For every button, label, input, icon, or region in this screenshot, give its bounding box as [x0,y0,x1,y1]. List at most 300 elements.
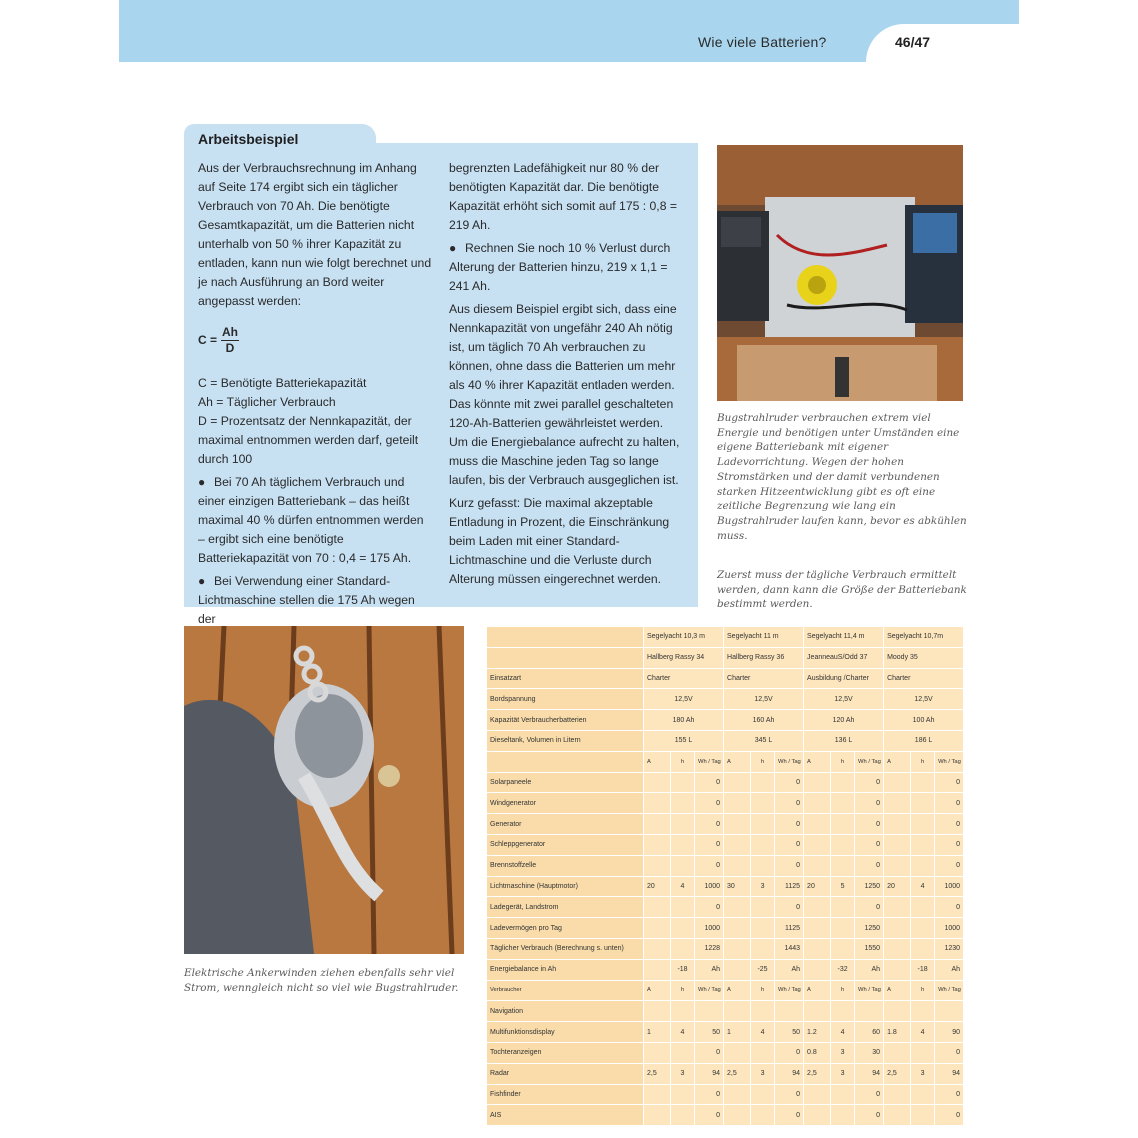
table-cell: 94 [775,1063,804,1084]
table-cell: 2,5 [884,1063,911,1084]
table-cell: 3 [751,876,775,897]
table-cell [671,814,695,835]
table-cell: 0 [775,1084,804,1105]
table-cell [804,1105,831,1126]
consumption-caption: Zuerst muss der tägliche Verbrauch ermittelt werden, dann kann die Größe der Batteriebank bestimmt werden. [717,569,967,611]
table-cell [724,897,751,918]
example-paragraph: begrenzten Ladefähigkeit nur 80 % der benötigten Kapazität dar. Die benötigte Kapazität erhöht sich somit auf 175 : 0,8 = 219 Ah. [449,161,677,232]
table-row [487,897,964,918]
table-cell [724,814,751,835]
table-cell: 2,5 [724,1063,751,1084]
table-row [487,959,964,980]
table-cell: 0 [695,772,724,793]
table-row [487,1001,964,1022]
table-cell: 0 [695,1042,724,1063]
table-cell [831,938,855,959]
header-page-tab [866,24,1019,62]
table-cell [804,1084,831,1105]
table-cell: 30 [855,1042,884,1063]
table-cell [671,793,695,814]
example-paragraph: Kurz gefasst: Die maximal akzeptable Entladung in Prozent, die Einschränkung beim Laden mit einer Standard-Lichtmaschine und die Verluste durch Alterung müssen eingerechnet werden. [449,496,670,586]
table-cell [804,772,831,793]
unit-header-h: h [671,751,695,772]
table-row [487,876,964,897]
table-cell: 0 [695,855,724,876]
table-cell: 12,5V [884,689,964,710]
table-cell [911,1001,935,1022]
table-cell: 2,5 [804,1063,831,1084]
table-cell [935,1001,964,1022]
table-cell [831,1084,855,1105]
table-cell [751,814,775,835]
table-cell: 1230 [935,938,964,959]
table-cell [884,918,911,939]
table-cell [804,814,831,835]
table-cell: 0 [775,1042,804,1063]
table-cell: 0 [855,834,884,855]
unit-header-a: A [884,980,911,1001]
anchor-winch-photo [184,626,464,954]
table-cell: 20 [804,876,831,897]
row-label: Solarpaneele [487,772,644,793]
table-cell: Ausbildung /Charter [804,668,884,689]
table-cell [831,772,855,793]
row-label [487,627,644,648]
table-cell: 1.8 [884,1022,911,1043]
battery-compartment-photo [717,145,963,401]
table-cell [911,918,935,939]
table-cell: 1125 [775,876,804,897]
table-cell: 0 [855,814,884,835]
table-cell [644,1084,671,1105]
bullet-text: Bei 70 Ah täglichem Verbrauch und einer einzigen Batteriebank – das heißt maximal 40 % dürfen entnommen werden – ergibt sich eine benötigte Batteriekapazität von 70 : 0,4 = 175 Ah. [198,475,424,565]
table-cell [831,1001,855,1022]
table-cell [911,772,935,793]
table-cell: 1550 [855,938,884,959]
table-cell [884,834,911,855]
chapter-title: Wie viele Batterien? [698,34,827,50]
table-cell [751,1105,775,1126]
table-cell: 1.2 [804,1022,831,1043]
bullet-text: Bei Verwendung einer Standard-Lichtmaschine stellen die 175 Ah wegen der [198,574,415,626]
table-cell: 100 Ah [884,710,964,731]
table-cell: Charter [884,668,964,689]
table-row [487,751,964,772]
table-cell: 180 Ah [644,710,724,731]
unit-header-a: A [804,751,831,772]
table-cell: 0 [935,897,964,918]
table-cell [884,938,911,959]
row-label: Navigation [487,1001,644,1022]
table-cell [724,1084,751,1105]
table-cell [751,793,775,814]
table-cell [804,918,831,939]
row-label: Multifunktionsdisplay [487,1022,644,1043]
table-row [487,1105,964,1126]
table-cell: 12,5V [804,689,884,710]
table-cell [831,897,855,918]
table-cell [884,897,911,918]
table-cell: 1000 [935,918,964,939]
table-cell [775,1001,804,1022]
table-cell [884,855,911,876]
table-row [487,814,964,835]
table-cell: 0 [935,793,964,814]
table-cell: Ah [855,959,884,980]
table-cell [804,959,831,980]
table-cell: 0 [775,772,804,793]
table-cell: 0 [855,1084,884,1105]
formula-numerator: Ah [222,325,239,339]
table-cell: Hallberg Rassy 36 [724,647,804,668]
table-cell [751,1084,775,1105]
table-cell [911,1084,935,1105]
table-cell: 0 [695,814,724,835]
table-cell [911,1042,935,1063]
bullet-item [449,239,681,296]
table-cell [751,1042,775,1063]
row-label-empty [487,751,644,772]
table-cell [644,918,671,939]
table-cell [644,959,671,980]
table-cell [671,897,695,918]
table-cell [644,855,671,876]
table-cell [831,855,855,876]
table-cell: 1250 [855,876,884,897]
table-cell [884,1001,911,1022]
table-cell: 0 [775,855,804,876]
table-cell: 20 [884,876,911,897]
table-cell: -18 [671,959,695,980]
table-cell: 0 [695,1105,724,1126]
table-cell [804,897,831,918]
table-cell [751,772,775,793]
table-cell: 3 [911,1063,935,1084]
table-cell: 90 [935,1022,964,1043]
table-cell [831,918,855,939]
table-cell [644,793,671,814]
table-cell [911,1105,935,1126]
table-cell [831,814,855,835]
table-cell: Ah [775,959,804,980]
table-cell: 50 [695,1022,724,1043]
unit-header-a: A [724,980,751,1001]
row-label: Energiebalance in Ah [487,959,644,980]
table-cell: Segelyacht 11,4 m [804,627,884,648]
table-cell: 1 [724,1022,751,1043]
row-label: AIS [487,1105,644,1126]
unit-header-h: h [831,751,855,772]
bullet-text: Rechnen Sie noch 10 % Verlust durch Alterung der Batterien hinzu, 219 x 1,1 = 241 Ah. [449,241,671,293]
table-cell [804,1001,831,1022]
bullet-icon: ● [449,241,457,255]
table-cell [831,834,855,855]
table-cell [911,834,935,855]
example-paragraph: Aus diesem Beispiel ergibt sich, dass eine Nennkapazität von ungefähr 240 Ah nötig ist, um täglich 70 Ah verbrauchen zu können, ohne dass die Batterien um mehr als 40 % ihrer Kapazität entladen werden. Das könnte mit zwei parallel geschalteten 120-Ah-Batterien gewährleistet werden. Um die Energiebalance aufrecht zu halten, muss die Maschine jeden Tag so lange laufen, bis der Verbrauch ausgeglichen ist. [449,302,680,487]
row-label [487,647,644,668]
table-cell: 0 [775,814,804,835]
table-cell [644,938,671,959]
unit-header-wh: Wh / Tag [855,751,884,772]
table-cell: -18 [911,959,935,980]
table-cell: 94 [935,1063,964,1084]
table-cell: Moody 35 [884,647,964,668]
row-label: Lichtmaschine (Hauptmotor) [487,876,644,897]
table-cell [724,938,751,959]
table-cell: 0 [775,1105,804,1126]
unit-header-wh: Wh / Tag [695,751,724,772]
table-cell: 155 L [644,730,724,751]
table-cell: 94 [855,1063,884,1084]
table-cell: Ah [935,959,964,980]
table-cell [671,855,695,876]
table-cell [724,855,751,876]
unit-header-wh: Wh / Tag [775,980,804,1001]
table-cell [644,1105,671,1126]
table-cell [831,1105,855,1126]
table-cell: 0 [855,897,884,918]
table-cell [751,897,775,918]
table-cell: 94 [695,1063,724,1084]
unit-header-h: h [671,980,695,1001]
table-cell: 345 L [724,730,804,751]
table-cell: 0 [855,793,884,814]
table-row [487,647,964,668]
row-label: Verbraucher [487,980,644,1001]
table-cell: 1 [644,1022,671,1043]
unit-header-wh: Wh / Tag [695,980,724,1001]
example-box-title: Arbeitsbeispiel [198,131,299,147]
table-cell: 1443 [775,938,804,959]
table-cell: 4 [831,1022,855,1043]
table-cell: 0.8 [804,1042,831,1063]
table-cell: 0 [935,855,964,876]
table-cell: 0 [935,772,964,793]
table-row [487,938,964,959]
table-row [487,668,964,689]
unit-header-a: A [644,980,671,1001]
table-row [487,980,964,1001]
table-cell: 4 [671,1022,695,1043]
row-label: Schleppgenerator [487,834,644,855]
table-cell [804,855,831,876]
row-label: Dieseltank, Volumen in Litern [487,730,644,751]
table-cell [751,855,775,876]
table-cell [884,772,911,793]
table-cell: 0 [935,834,964,855]
bullet-item [198,572,433,629]
table-cell [671,1105,695,1126]
table-cell [751,834,775,855]
table-cell: -25 [751,959,775,980]
unit-header-a: A [804,980,831,1001]
table-cell [695,1001,724,1022]
table-cell: 186 L [884,730,964,751]
table-cell [644,897,671,918]
table-cell [671,918,695,939]
table-cell: Ah [695,959,724,980]
table-cell: 0 [935,1105,964,1126]
table-cell: 1250 [855,918,884,939]
row-label: Ladegerät, Landstrom [487,897,644,918]
table-cell [644,772,671,793]
capacity-formula [198,325,433,356]
table-cell [884,814,911,835]
table-cell: 4 [671,876,695,897]
row-label: Brennstoffzelle [487,855,644,876]
table-cell [644,834,671,855]
bullet-icon: ● [198,574,206,588]
table-cell: 4 [751,1022,775,1043]
battery-caption: Bugstrahlruder verbrauchen extrem viel Energie und benötigen unter Umständen eine eigene Batteriebank mit eigener Ladevorrichtung. Wegen der hohen Stromstärken und der damit verbundenen starken Hitzeentwicklung gibt es oft eine zeitliche Begrenzung wie lang ein Bugstrahlruder laufen kann, bevor es abkühlen muss. [717,412,967,542]
table-cell [804,938,831,959]
table-cell [724,793,751,814]
table-cell: Segelyacht 11 m [724,627,804,648]
table-cell: 4 [911,876,935,897]
unit-header-a: A [644,751,671,772]
table-cell [831,793,855,814]
table-row [487,855,964,876]
example-column-1 [198,159,433,633]
row-label: Tochteranzeigen [487,1042,644,1063]
table-cell: 3 [831,1063,855,1084]
table-cell: 136 L [804,730,884,751]
table-row [487,1022,964,1043]
table-cell: 12,5V [644,689,724,710]
definition-c: C = Benötigte Batteriekapazität [198,376,367,390]
table-cell [724,918,751,939]
table-cell [751,918,775,939]
table-cell: 120 Ah [804,710,884,731]
table-row [487,1063,964,1084]
table-cell [884,793,911,814]
table-cell [911,814,935,835]
table-cell: 0 [695,834,724,855]
bullet-item [198,473,433,568]
table-cell [671,772,695,793]
definition-ah: Ah = Täglicher Verbrauch [198,395,336,409]
formula-fraction [221,325,239,356]
row-label: Ladevermögen pro Tag [487,918,644,939]
row-label: Täglicher Verbrauch (Berechnung s. unten) [487,938,644,959]
table-cell: 0 [695,897,724,918]
bullet-icon: ● [198,475,206,489]
example-paragraph: Aus der Verbrauchsrechnung im Anhang auf Seite 174 ergibt sich ein täglicher Verbrauch von 70 Ah. Die benötigte Gesamtkapazität, um die Batterien nicht unterhalb von 50 % ihrer Kapazität zu entladen, kann nun wie folgt berechnet und je nach Ausführung an Bord weiter angepasst werden: [198,161,432,308]
table-row [487,1042,964,1063]
table-cell: 20 [644,876,671,897]
table-cell [644,1042,671,1063]
table-cell [911,897,935,918]
unit-header-h: h [751,751,775,772]
table-cell: Hallberg Rassy 34 [644,647,724,668]
table-cell: 0 [855,855,884,876]
table-cell [855,1001,884,1022]
row-label: Einsatzart [487,668,644,689]
table-row [487,1084,964,1105]
table-row [487,627,964,648]
table-cell [644,1001,671,1022]
example-column-2 [449,159,681,593]
table-cell: 4 [911,1022,935,1043]
table-cell: -32 [831,959,855,980]
table-cell: 3 [831,1042,855,1063]
table-row [487,689,964,710]
table-cell [671,1084,695,1105]
table-row [487,834,964,855]
table-cell: 2,5 [644,1063,671,1084]
row-label: Radar [487,1063,644,1084]
table-cell: 1000 [935,876,964,897]
unit-header-wh: Wh / Tag [775,751,804,772]
unit-header-wh: Wh / Tag [935,980,964,1001]
unit-header-wh: Wh / Tag [935,751,964,772]
table-cell: 1125 [775,918,804,939]
table-cell: 1228 [695,938,724,959]
table-row [487,730,964,751]
table-cell [911,855,935,876]
table-cell [724,772,751,793]
table-cell: Segelyacht 10,7m [884,627,964,648]
unit-header-h: h [751,980,775,1001]
table-cell: Charter [644,668,724,689]
unit-header-h: h [911,980,935,1001]
table-cell [724,1105,751,1126]
table-cell: Charter [724,668,804,689]
table-cell [671,1042,695,1063]
table-cell [751,938,775,959]
table-cell: 30 [724,876,751,897]
table-cell: 3 [671,1063,695,1084]
table-cell: 5 [831,876,855,897]
table-cell: 0 [775,897,804,918]
table-cell: 0 [695,1084,724,1105]
formula-lhs: C = [198,333,218,347]
row-label: Generator [487,814,644,835]
row-label: Fishfinder [487,1084,644,1105]
table-cell: 3 [751,1063,775,1084]
table-cell: 60 [855,1022,884,1043]
unit-header-h: h [911,751,935,772]
table-cell [644,814,671,835]
unit-header-a: A [724,751,751,772]
unit-header-wh: Wh / Tag [855,980,884,1001]
table-cell [671,1001,695,1022]
table-cell [884,1084,911,1105]
table-cell: 0 [695,793,724,814]
row-label: Bordspannung [487,689,644,710]
table-cell [671,834,695,855]
table-cell [884,1042,911,1063]
table-cell: 1000 [695,876,724,897]
table-cell [751,1001,775,1022]
table-cell: 1000 [695,918,724,939]
table-cell: 50 [775,1022,804,1043]
table-cell: 0 [935,814,964,835]
winch-caption: Elektrische Ankerwinden ziehen ebenfalls sehr viel Strom, wenngleich nicht so viel wie Bugstrahlruder. [184,967,459,994]
table-cell [671,938,695,959]
table-cell: JeanneauS/Odd 37 [804,647,884,668]
table-cell: 0 [855,772,884,793]
table-cell [884,1105,911,1126]
table-cell: 0 [935,1084,964,1105]
table-row [487,918,964,939]
row-label: Kapazität Verbraucherbatterien [487,710,644,731]
battery-comparison-table [486,626,964,1126]
row-label: Windgenerator [487,793,644,814]
table-cell: 0 [855,1105,884,1126]
table-cell [724,959,751,980]
table-cell [724,834,751,855]
